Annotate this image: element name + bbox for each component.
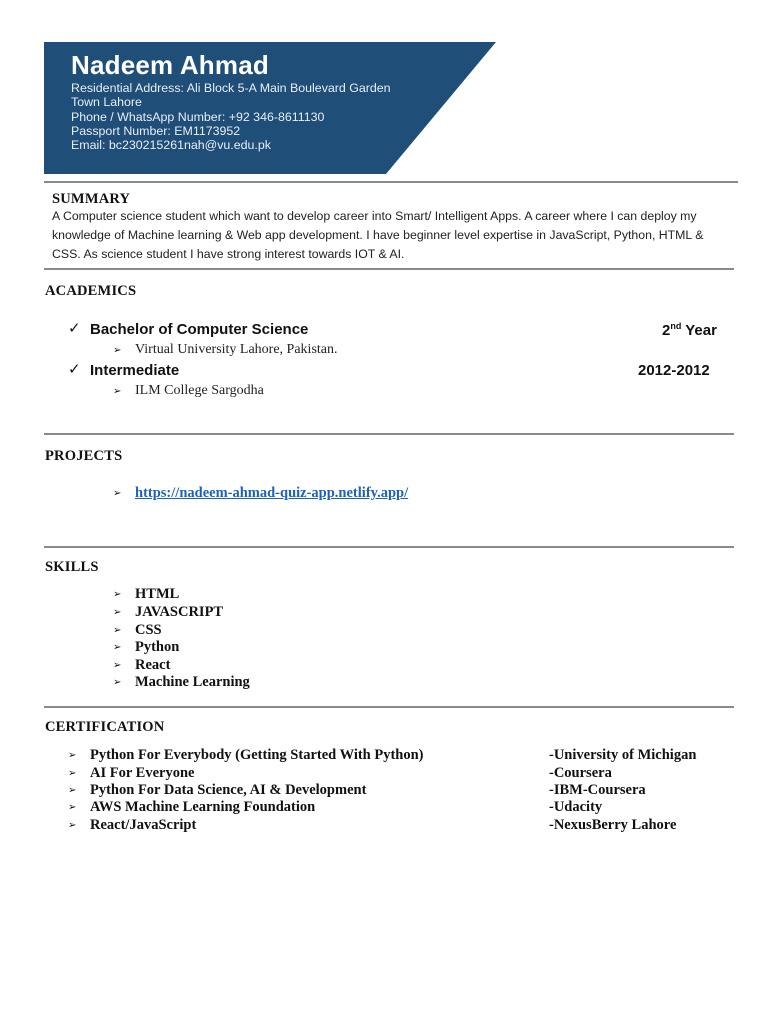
certification-name: AI For Everyone — [90, 765, 195, 781]
divider — [44, 181, 738, 183]
arrow-bullet-icon: ➢ — [113, 386, 122, 397]
certification-name: React/JavaScript — [90, 817, 197, 833]
summary-line: CSS. As science student I have strong interest towards IOT & AI. — [52, 247, 405, 261]
project-link[interactable]: https://nadeem-ahmad-quiz-app.netlify.app/ — [135, 485, 409, 501]
certification-issuer: -University of Michigan — [549, 747, 697, 763]
skill-item: React — [135, 657, 171, 673]
institution-name: Virtual University Lahore, Pakistan. — [135, 342, 338, 357]
skill-item: JAVASCRIPT — [135, 604, 224, 620]
degree-year: 2012-2012 — [638, 362, 710, 379]
divider — [44, 268, 734, 270]
degree-name: Intermediate — [90, 362, 180, 379]
skill-item: Machine Learning — [135, 674, 250, 690]
arrow-bullet-icon: ➢ — [113, 625, 122, 636]
certification-issuer: -NexusBerry Lahore — [549, 817, 677, 833]
divider — [44, 546, 734, 548]
academics-title: ACADEMICS — [45, 283, 137, 299]
certification-name: AWS Machine Learning Foundation — [90, 799, 316, 815]
divider — [44, 706, 734, 708]
arrow-bullet-icon: ➢ — [113, 642, 122, 653]
arrow-bullet-icon: ➢ — [113, 345, 122, 356]
address-line-1: Residential Address: Ali Block 5-A Main Boulevard Garden — [71, 81, 391, 95]
arrow-bullet-icon: ➢ — [113, 660, 122, 671]
arrow-bullet-icon: ➢ — [68, 750, 77, 761]
degree-year: 2nd Year — [662, 321, 717, 339]
passport-line: Passport Number: EM1173952 — [71, 124, 241, 138]
projects-title: PROJECTS — [45, 448, 123, 464]
certification-issuer: -Coursera — [549, 765, 612, 781]
arrow-bullet-icon: ➢ — [113, 607, 122, 618]
arrow-bullet-icon: ➢ — [68, 768, 77, 779]
skill-item: HTML — [135, 586, 180, 602]
certification-name: Python For Data Science, AI & Development — [90, 782, 367, 798]
skills-title: SKILLS — [45, 559, 99, 575]
divider — [44, 433, 734, 435]
certification-name: Python For Everybody (Getting Started With Python) — [90, 747, 424, 763]
arrow-bullet-icon: ➢ — [113, 677, 122, 688]
phone-line: Phone / WhatsApp Number: +92 346-8611130 — [71, 110, 325, 124]
arrow-bullet-icon: ➢ — [68, 820, 77, 831]
certification-issuer: -IBM-Coursera — [549, 782, 646, 798]
degree-name: Bachelor of Computer Science — [90, 321, 309, 338]
candidate-name: Nadeem Ahmad — [71, 50, 269, 80]
summary-line: knowledge of Machine learning & Web app development. I have beginner level expertise in JavaScript, Python, HTML & — [52, 228, 704, 242]
address-line-2: Town Lahore — [71, 95, 142, 109]
skill-item: CSS — [135, 622, 162, 638]
certification-issuer: -Udacity — [549, 799, 603, 815]
email-line: Email: bc230215261nah@vu.edu.pk — [71, 138, 271, 152]
skill-item: Python — [135, 639, 180, 655]
arrow-bullet-icon: ➢ — [68, 802, 77, 813]
certification-title: CERTIFICATION — [45, 719, 165, 735]
institution-name: ILM College Sargodha — [135, 383, 264, 398]
check-icon: ✓ — [68, 362, 81, 378]
arrow-bullet-icon: ➢ — [68, 785, 77, 796]
summary-line: A Computer science student which want to develop career into Smart/ Intelligent Apps. A career where I can deploy my — [52, 209, 697, 223]
summary-title: SUMMARY — [52, 191, 131, 207]
arrow-bullet-icon: ➢ — [113, 488, 122, 499]
arrow-bullet-icon: ➢ — [113, 589, 122, 600]
check-icon: ✓ — [68, 321, 81, 337]
